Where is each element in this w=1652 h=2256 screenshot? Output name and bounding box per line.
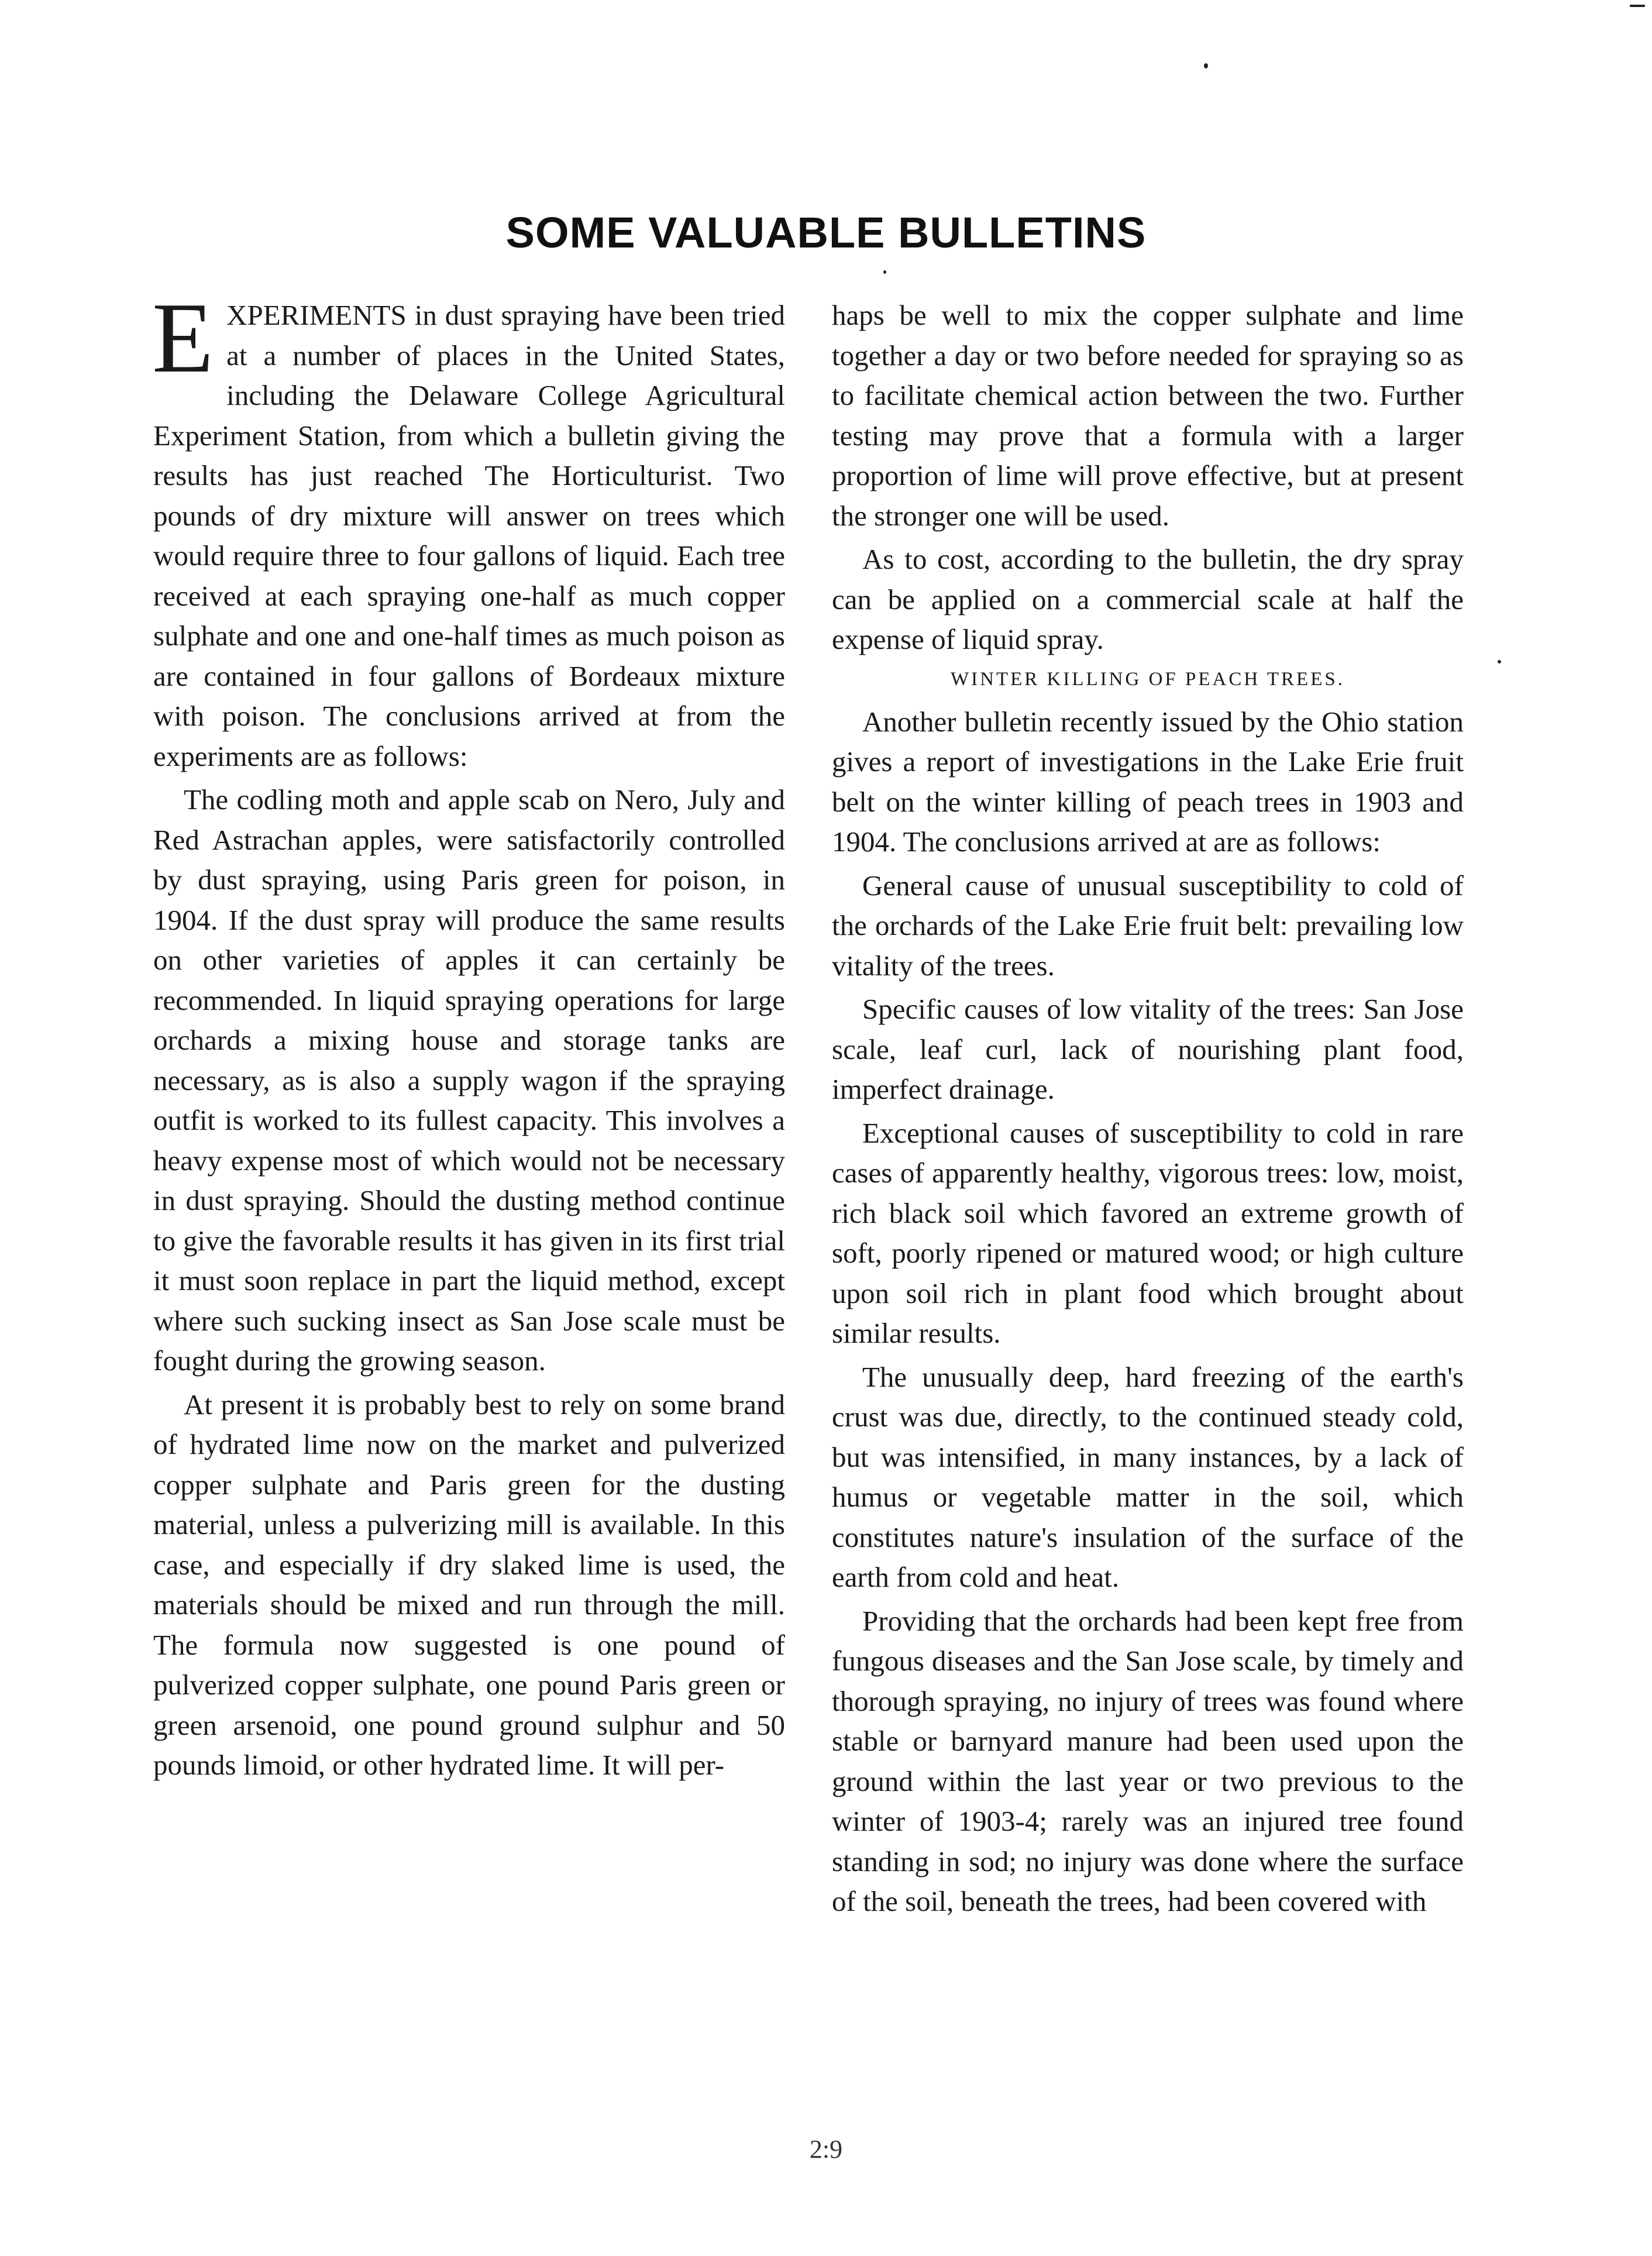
right-column <box>832 295 1464 1925</box>
scan-speck <box>1498 660 1501 663</box>
paragraph: Specific causes of low vitality of the trees: San Jose scale, leaf curl, lack of nourishing plant food, imperfect drainage. <box>832 993 1464 1105</box>
section-subheading: WINTER KILLING OF PEACH TREES. <box>951 668 1345 690</box>
paragraph: Another bulletin recently issued by the Ohio station gives a report of investigations in the Lake Erie fruit belt on the winter killing of peach trees in 1903 and 1904. The conclusions arrived at are as follows: <box>832 705 1464 858</box>
paragraph-text: XPERIMENTS in dust spraying have been tried at a number of places in the United States, including the Delaware College Agricultural Experiment Station, from which a bulletin giving the results has just reached The Horticulturist. Two pounds of dry mixture will answer on trees which would require three to four gallons of liquid. Each tree received at each spraying one-half as much copper sulphate and one and one-half times as much poison as are contained in four gallons of Bordeaux mixture with poison. The conclusions arrived at from the experiments are as follows: <box>153 299 785 772</box>
paragraph: As to cost, according to the bulletin, the dry spray can be applied on a commercial scale at half the expense of liquid spray. <box>832 543 1464 655</box>
paragraph: At present it is probably best to rely on some brand of hydrated lime now on the market and pulverized copper sulphate and Paris green for the dusting material, unless a pulverizing mill is available. In this case, and especially if dry slaked lime is used, the materials should be mixed and run through the mill. The formula now suggested is one pound of pulverized copper sulphate, one pound Paris green or green arsenoid, one pound ground sulphur and 50 pounds limoid, or other hydrated lime. It will per- <box>153 1388 785 1781</box>
drop-cap: E <box>152 283 214 394</box>
left-column <box>152 283 785 1789</box>
page-number: 2:9 <box>809 2135 843 2164</box>
scan-speck <box>1630 5 1645 7</box>
paragraph: The unusually deep, hard freezing of the earth's crust was due, directly, to the continued steady cold, but was intensified, in many instances, by a lack of humus or vegetable matter in the soil, which constitutes nature's insulation of the surface of the earth from cold and heat. <box>832 1360 1464 1593</box>
paragraph <box>152 283 785 776</box>
article-title: SOME VALUABLE BULLETINS <box>505 208 1147 257</box>
paragraph: General cause of unusual susceptibility to cold of the orchards of the Lake Erie fruit belt: prevailing low vitality of the trees. <box>832 869 1464 982</box>
scan-speck <box>1204 63 1208 68</box>
paragraph: Exceptional causes of susceptibility to cold in rare cases of apparently healthy, vigorous trees: low, moist, rich black soil which favored an extreme growth of soft, poorly ripened or matured wood; or high culture upon soil rich in plant food which brought about similar results. <box>832 1116 1464 1349</box>
paragraph: haps be well to mix the copper sulphate and lime together a day or two before needed for spraying so as to facilitate chemical action between the two. Further testing may prove that a formula with a larger proportion of lime will prove effective, but at present the stronger one will be used. <box>832 299 1464 532</box>
paragraph: Providing that the orchards had been kept free from fungous diseases and the San Jose scale, by timely and thorough spraying, no injury of trees was found where stable or barnyard manure had been used upon the ground within the last year or two previous to the winter of 1903-4; rarely was an injured tree found standing in sod; no injury was done where the surface of the soil, beneath the trees, had been covered with <box>832 1604 1464 1917</box>
paragraph: The codling moth and apple scab on Nero, July and Red Astrachan apples, were satisfactorily controlled by dust spraying, using Paris green for poison, in 1904. If the dust spray will produce the same results on other varieties of apples it can certainly be recommended. In liquid spraying operations for large orchards a mixing house and storage tanks are necessary, as is also a supply wagon if the spraying outfit is worked to its fullest capacity. This involves a heavy expense most of which would not be necessary in dust spraying. Should the dusting method continue to give the favorable results it has given in its first trial it must soon replace in part the liquid method, except where such sucking insect as San Jose scale must be fought during the growing season. <box>153 783 785 1377</box>
scan-speck <box>883 270 886 274</box>
